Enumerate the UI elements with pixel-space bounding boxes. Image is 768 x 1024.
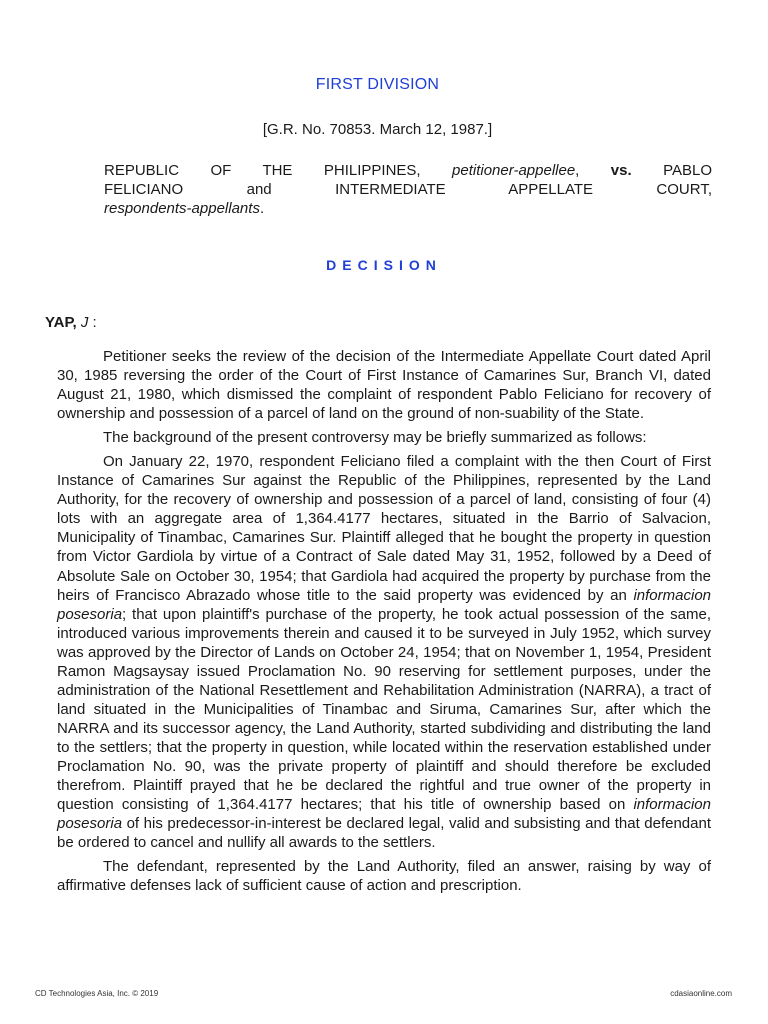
footer-copyright: CD Technologies Asia, Inc. © 2019 (35, 989, 159, 998)
ponente-name: YAP, (45, 314, 77, 331)
case-parties: REPUBLIC OF THE PHILIPPINES, petitioner-appellee, vs. PABLO FELICIANO and INTERMEDIATE APPELLATE COURT, respondents-appellants. (104, 162, 712, 217)
versus: vs. (610, 162, 632, 179)
respondent-name-line-2: FELICIANO and INTERMEDIATE APPELLATE COURT, (104, 181, 712, 198)
petitioner-name: REPUBLIC OF THE PHILIPPINES, (104, 162, 421, 179)
ponente: YAP, J : (45, 314, 97, 331)
decision-heading: DECISION (326, 257, 442, 273)
paragraph-3-part-c: of his predecessor-in-interest be declared legal, valid and subsisting and that defendant be ordered to cancel and nullify all awards to the settlers. (57, 815, 711, 852)
petitioner-role: petitioner-appellee (452, 162, 576, 179)
paragraph-1: Petitioner seeks the review of the decision of the Intermediate Appellate Court dated April 30, 1985 reversing the order of the Court of First Instance of Camarines Sur, Branch VI, dated August 21, 1980, which dismissed the complaint of respondent Pablo Feliciano for recovery of ownership and possession of a parcel of land on the ground of non-suability of the State. (57, 348, 711, 423)
paragraph-3 (57, 452, 711, 852)
case-number: [G.R. No. 70853. March 12, 1987.] (262, 121, 493, 138)
paragraph-4: The defendant, represented by the Land Authority, filed an answer, raising by way of affirmative defenses lack of sufficient cause of action and prescription. (57, 858, 711, 895)
ponente-title: J (80, 314, 89, 331)
respondent-name-line-1: PABLO (663, 162, 712, 179)
paragraph-3-part-a: On January 22, 1970, respondent Feliciano filed a complaint with the then Court of First Instance of Camarines Sur against the Republic of the Philippines, represented by the Land Authority, for the recovery of ownership and possession of a parcel of land, consisting of four (4) lots with an aggregate area of 1,364.4177 hectares, situated in the Barrio of Salvacion, Municipality of Tinambac, Camarines Sur. Plaintiff alleged that he bought the property in question from Victor Gardiola by virtue of a Contract of Sale dated May 31, 1952, followed by a Deed of Absolute Sale on October 30, 1954; that Gardiola had acquired the property by purchase from the heirs of Francisco Abrazado whose title to the said property was evidenced by an (57, 453, 711, 604)
paragraph-2: The background of the present controversy may be briefly summarized as follows: (103, 429, 647, 447)
informacion-posesoria-term-2: informacion posesoria (57, 796, 711, 833)
respondent-role: respondents-appellants (104, 200, 260, 217)
paragraph-3-part-b: ; that upon plaintiff's purchase of the property, he took actual possession of the same, introduced various improvements therein and caused it to be surveyed in July 1952, which survey was approved by the Director of Lands on October 24, 1954; that on November 1, 1954, President Ramon Magsaysay issued Proclamation No. 90 reserving for settlement purposes, under the administration of the National Resettlement and Rehabilitation Administration (NARRA), a tract of land situated in the Municipalities of Tinambac and Siruma, Camarines Sur, after which the NARRA and its successor agency, the Land Authority, started subdividing and distributing the land to the settlers; that the property in question, while located within the reservation established under Proclamation No. 90, was the private property of plaintiff and should therefore be excluded therefrom. Plaintiff prayed that he be declared the rightful and true owner of the property in question consisting of 1,364.4177 hectares; that his title of ownership based on (57, 605, 711, 814)
informacion-posesoria-term-1: informacion posesoria (57, 586, 712, 623)
decision-body (57, 347, 711, 900)
footer-website: cdasiaonline.com (670, 989, 732, 998)
division-heading: FIRST DIVISION (315, 76, 440, 93)
parties-line-1: REPUBLIC OF THE PHILIPPINES, petitioner-appellee, vs. PABLO (104, 162, 712, 179)
